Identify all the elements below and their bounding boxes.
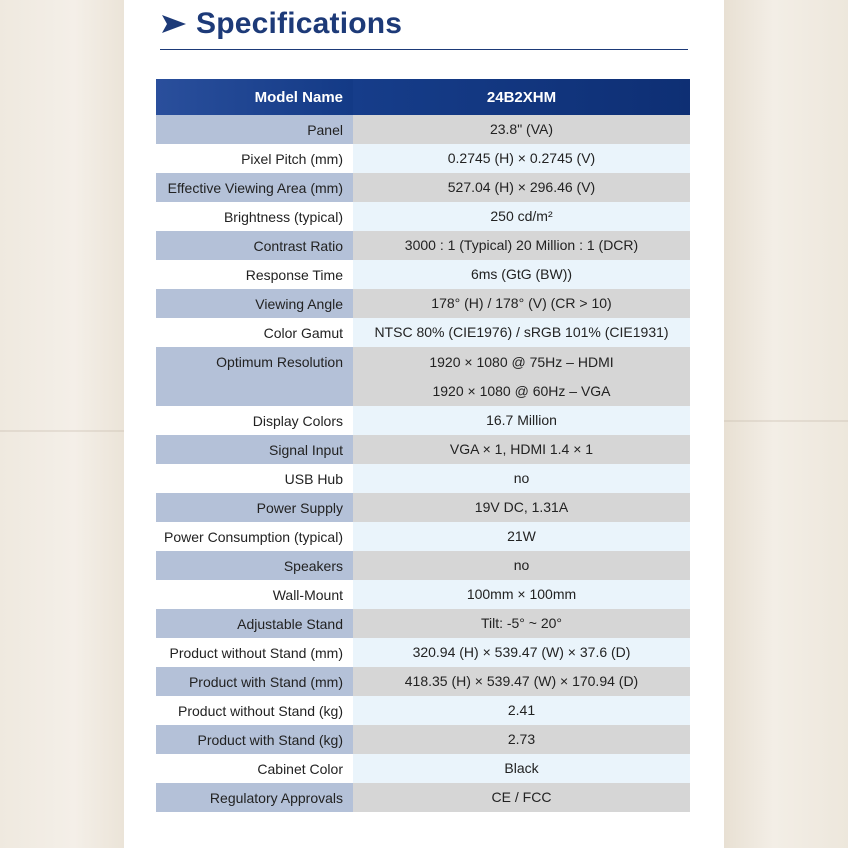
spec-label: Contrast Ratio bbox=[156, 231, 353, 260]
table-row bbox=[156, 435, 690, 464]
spec-label: Product without Stand (kg) bbox=[156, 696, 353, 725]
spec-value bbox=[353, 435, 690, 464]
spec-label: Display Colors bbox=[156, 406, 353, 435]
table-row bbox=[156, 551, 690, 580]
spec-label: Optimum Resolution bbox=[156, 347, 353, 406]
spec-value-line: 320.94 (H) × 539.47 (W) × 37.6 (D) bbox=[412, 644, 631, 660]
page-title: Specifications bbox=[196, 7, 403, 40]
background-floor-line bbox=[724, 420, 848, 422]
spec-value bbox=[353, 696, 690, 725]
spec-value-line: 16.7 Million bbox=[486, 412, 557, 428]
spec-value bbox=[353, 725, 690, 754]
spec-value-line: 6ms (GtG (BW)) bbox=[470, 266, 573, 282]
background-floor-line bbox=[0, 430, 124, 432]
spec-sheet bbox=[124, 0, 724, 848]
spec-label: Product without Stand (mm) bbox=[156, 638, 353, 667]
spec-label: Power Consumption (typical) bbox=[156, 522, 353, 551]
spec-label: Panel bbox=[156, 115, 353, 144]
table-row bbox=[156, 754, 690, 783]
spec-value bbox=[353, 406, 690, 435]
spec-value-line: 1920 × 1080 @ 60Hz – VGA bbox=[432, 382, 611, 399]
table-row bbox=[156, 609, 690, 638]
spec-label: Product with Stand (kg) bbox=[156, 725, 353, 754]
spec-label: Product with Stand (mm) bbox=[156, 667, 353, 696]
spec-value bbox=[353, 522, 690, 551]
model-name-value: 24B2XHM bbox=[353, 79, 690, 115]
spec-value-line: 1920 × 1080 @ 75Hz – HDMI bbox=[429, 353, 614, 370]
spec-value bbox=[353, 638, 690, 667]
spec-label: Adjustable Stand bbox=[156, 609, 353, 638]
spec-label: Brightness (typical) bbox=[156, 202, 353, 231]
spec-value bbox=[353, 289, 690, 318]
table-header-row bbox=[156, 79, 690, 115]
table-row bbox=[156, 638, 690, 667]
model-name-label: Model Name bbox=[156, 79, 353, 115]
spec-value-line: 100mm × 100mm bbox=[466, 586, 577, 602]
triangle-arrow-icon bbox=[160, 13, 188, 35]
header-divider bbox=[160, 49, 688, 50]
spec-value-line: CE / FCC bbox=[491, 789, 552, 805]
table-row bbox=[156, 318, 690, 347]
spec-label: Regulatory Approvals bbox=[156, 783, 353, 812]
spec-label: Response Time bbox=[156, 260, 353, 289]
spec-value-line: 2.41 bbox=[507, 702, 536, 718]
spec-label: Viewing Angle bbox=[156, 289, 353, 318]
table-row bbox=[156, 493, 690, 522]
table-row bbox=[156, 173, 690, 202]
table-row bbox=[156, 696, 690, 725]
table-row bbox=[156, 115, 690, 144]
table-row bbox=[156, 522, 690, 551]
spec-table bbox=[156, 79, 690, 812]
spec-label: Cabinet Color bbox=[156, 754, 353, 783]
table-row bbox=[156, 580, 690, 609]
spec-label: Speakers bbox=[156, 551, 353, 580]
background-right bbox=[724, 0, 848, 848]
spec-value-line: no bbox=[513, 470, 530, 486]
spec-value-line: 21W bbox=[507, 528, 536, 544]
spec-label: Pixel Pitch (mm) bbox=[156, 144, 353, 173]
spec-value bbox=[353, 551, 690, 580]
spec-value bbox=[353, 580, 690, 609]
spec-label: Effective Viewing Area (mm) bbox=[156, 173, 353, 202]
spec-value-line: 250 cd/m² bbox=[490, 208, 553, 224]
spec-value-line: 19V DC, 1.31A bbox=[474, 499, 569, 515]
table-row bbox=[156, 667, 690, 696]
spec-label: Power Supply bbox=[156, 493, 353, 522]
page-header bbox=[160, 4, 402, 44]
table-row bbox=[156, 406, 690, 435]
spec-value bbox=[353, 173, 690, 202]
spec-value-line: 0.2745 (H) × 0.2745 (V) bbox=[447, 150, 596, 166]
spec-value bbox=[353, 464, 690, 493]
spec-value-line: Black bbox=[504, 760, 539, 776]
background-left bbox=[0, 0, 124, 848]
spec-value bbox=[353, 231, 690, 260]
spec-value-line: 178° (H) / 178° (V) (CR > 10) bbox=[431, 295, 612, 311]
spec-value-line: 418.35 (H) × 539.47 (W) × 170.94 (D) bbox=[404, 673, 639, 689]
spec-value bbox=[353, 667, 690, 696]
spec-label: Color Gamut bbox=[156, 318, 353, 347]
spec-value bbox=[353, 347, 690, 406]
spec-value-line: 527.04 (H) × 296.46 (V) bbox=[447, 179, 596, 195]
spec-value-line: 23.8" (VA) bbox=[489, 121, 554, 137]
spec-value-line: VGA × 1, HDMI 1.4 × 1 bbox=[449, 441, 594, 457]
spec-value bbox=[353, 260, 690, 289]
table-row bbox=[156, 347, 690, 406]
spec-value-line: no bbox=[513, 557, 530, 573]
spec-value-line: 2.73 bbox=[507, 731, 536, 747]
spec-value-line: Tilt: -5° ~ 20° bbox=[480, 615, 563, 631]
table-row bbox=[156, 289, 690, 318]
table-row bbox=[156, 464, 690, 493]
spec-value bbox=[353, 202, 690, 231]
table-row bbox=[156, 783, 690, 812]
spec-value bbox=[353, 318, 690, 347]
table-row bbox=[156, 725, 690, 754]
spec-value bbox=[353, 144, 690, 173]
table-row bbox=[156, 231, 690, 260]
spec-value bbox=[353, 609, 690, 638]
spec-value bbox=[353, 783, 690, 812]
spec-label: USB Hub bbox=[156, 464, 353, 493]
spec-value bbox=[353, 493, 690, 522]
spec-label: Signal Input bbox=[156, 435, 353, 464]
table-row bbox=[156, 144, 690, 173]
table-row bbox=[156, 260, 690, 289]
spec-value bbox=[353, 115, 690, 144]
spec-value bbox=[353, 754, 690, 783]
spec-value-line: NTSC 80% (CIE1976) / sRGB 101% (CIE1931) bbox=[374, 324, 669, 340]
spec-value-line: 3000 : 1 (Typical) 20 Million : 1 (DCR) bbox=[404, 237, 639, 253]
table-row bbox=[156, 202, 690, 231]
spec-label: Wall-Mount bbox=[156, 580, 353, 609]
